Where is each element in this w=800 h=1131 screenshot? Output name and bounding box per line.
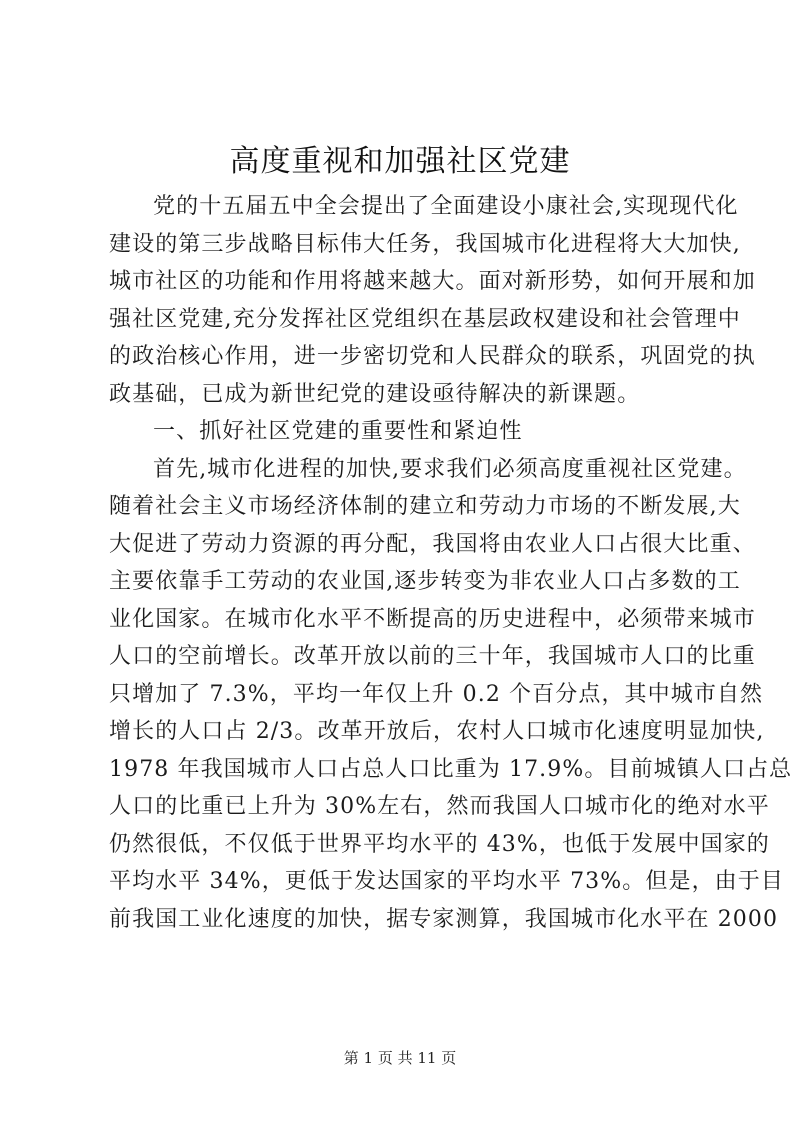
paragraph-1-line-2: 建设的第三步战略目标伟大任务，我国城市化进程将大大加快, (109, 231, 741, 257)
paragraph-2-line-9: 1978 年我国城市人口占总人口比重为 17.9%。目前城镇人口占总 (109, 756, 793, 782)
document-title: 高度重视和加强社区党建 (229, 144, 571, 179)
paragraph-2-line-3: 大促进了劳动力资源的再分配，我国将由农业人口占很大比重、 (109, 531, 756, 557)
paragraph-2-line-7: 只增加了 7.3%，平均一年仅上升 0.2 个百分点，其中城市自然 (109, 681, 764, 707)
paragraph-2-line-13: 前我国工业化速度的加快，据专家测算，我国城市化水平在 2000 (109, 906, 779, 932)
paragraph-1-line-5: 的政治核心作用，进一步密切党和人民群众的联系，巩固党的执 (109, 344, 756, 369)
paragraph-1-line-3: 城市社区的功能和作用将越来越大。面对新形势，如何开展和加 (109, 269, 756, 294)
page-footer: 第 1 页 共 11 页 (343, 1049, 457, 1067)
paragraph-1-line-6: 政基础，已成为新世纪党的建设亟待解决的新课题。 (109, 381, 641, 407)
paragraph-2-line-12: 平均水平 34%，更低于发达国家的平均水平 73%。但是，由于目 (109, 869, 784, 894)
paragraph-2-line-10: 人口的比重已上升为 30%左右，然而我国人口城市化的绝对水平 (109, 794, 770, 819)
paragraph-2-line-6: 人口的空前增长。改革开放以前的三十年，我国城市人口的比重 (109, 644, 756, 669)
paragraph-1-line-4: 强社区党建,充分发挥社区党组织在基层政权建设和社会管理中 (109, 306, 741, 332)
document-body (109, 188, 793, 938)
paragraph-2-line-2: 随着社会主义市场经济体制的建立和劳动力市场的不断发展,大 (109, 494, 741, 519)
paragraph-2-line-11: 仍然很低，不仅低于世界平均水平的 43%，也低于发展中国家的 (109, 831, 770, 857)
paragraph-2-line-5: 业化国家。在城市化水平不断提高的历史进程中，必须带来城市 (109, 606, 756, 632)
section-heading: 一、抓好社区党建的重要性和紧迫性 (153, 419, 523, 444)
paragraph-2-line-8: 增长的人口占 2/3。改革开放后，农村人口城市化速度明显加快, (109, 719, 765, 744)
paragraph-1-line-1: 党的十五届五中全会提出了全面建设小康社会,实现现代化 (153, 194, 739, 219)
paragraph-2-line-4: 主要依靠手工劳动的农业国,逐步转变为非农业人口占多数的工 (109, 569, 741, 594)
paragraph-2-line-1: 首先,城市化进程的加快,要求我们必须高度重视社区党建。 (153, 456, 747, 482)
